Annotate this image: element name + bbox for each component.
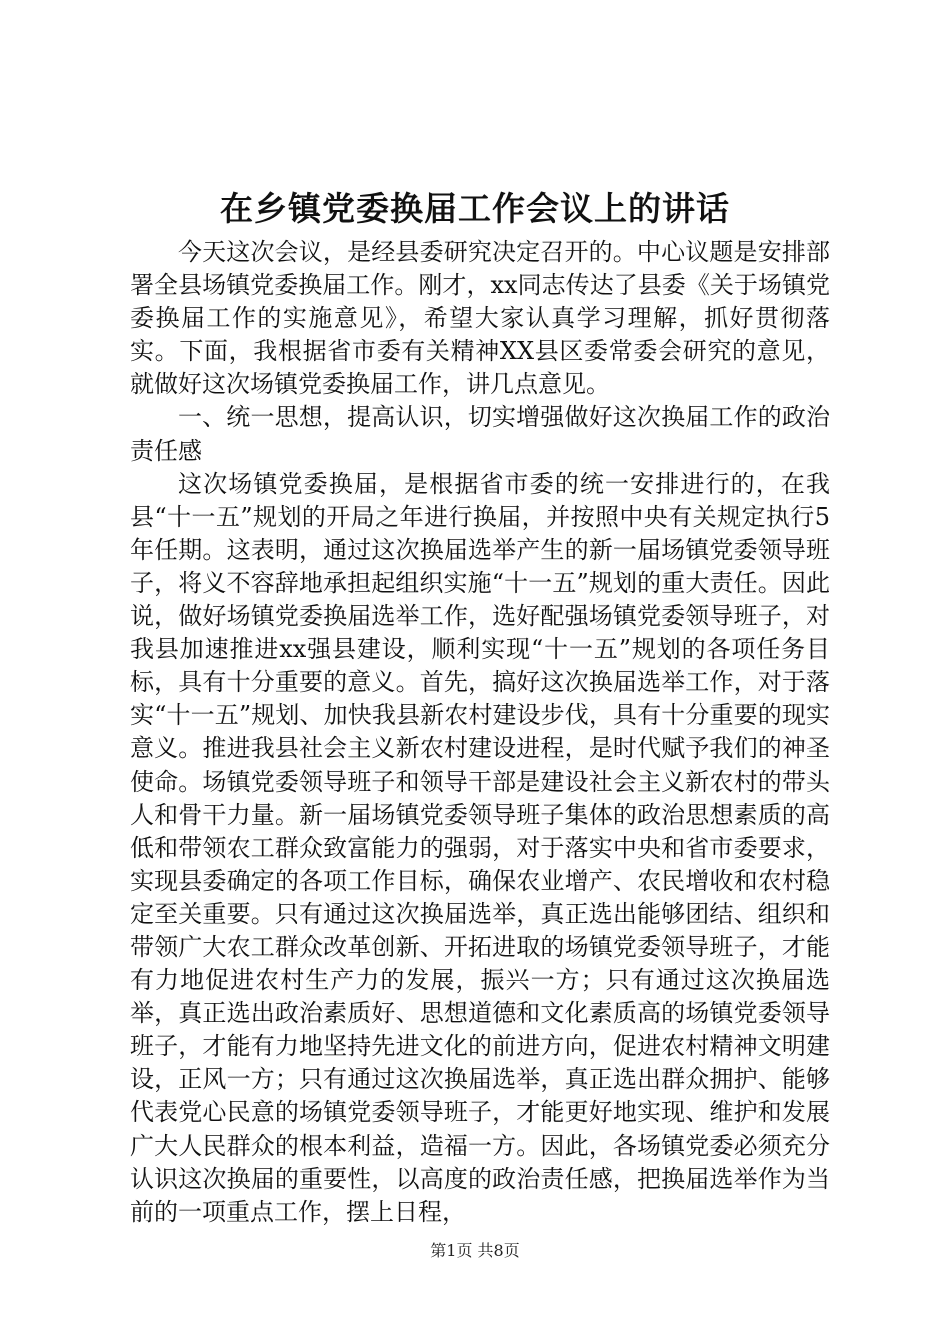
page-footer: 第1页 共8页 — [430, 1241, 520, 1260]
paragraph-section-1: 这次场镇党委换届，是根据省市委的统一安排进行的，在我县“十一五”规划的开局之年进行换届，并按照中央有关规定执行5年任期。这表明，通过这次换届选举产生的新一届场镇党委领导班子，将义不容辞地承担起组织实施“十一五”规划的重大责任。因此说，做好场镇党委换届选举工作，选好配强场镇党委领导班子，对我县加速推进xx强县建设，顺利实现“十一五”规划的各项任务目标，具有十分重要的意义。首先，搞好这次换届选举工作，对于落实“十一五”规划、加快我县新农村建设步伐，具有十分重要的现实意义。推进我县社会主义新农村建设进程，是时代赋予我们的神圣使命。场镇党委领导班子和领导干部是建设社会主义新农村的带头人和骨干力量。新一届场镇党委领导班子集体的政治思想素质的高低和带领农工群众致富能力的强弱，对于落实中央和省市委要求，实现县委确定的各项工作目标，确保农业增产、农民增收和农村稳定至关重要。只有通过这次换届选举，真正选出能够团结、组织和带领广大农工群众改革创新、开拓进取的场镇党委领导班子，才能有力地促进农村生产力的发展，振兴一方；只有通过这次换届选举，真正选出政治素质好、思想道德和文化素质高的场镇党委领导班子，才能有力地坚持先进文化的前进方向，促进农村精神文明建设，正风一方；只有通过这次换届选举，真正选出群众拥护、能够代表党心民意的场镇党委领导班子，才能更好地实现、维护和发展广大人民群众的根本利益，造福一方。因此，各场镇党委必须充分认识这次换届的重要性，以高度的政治责任感，把换届选举作为当前的一项重点工作，摆上日程， — [130, 469, 830, 1226]
document-title: 在乡镇党委换届工作会议上的讲话 — [220, 189, 730, 228]
document-body — [130, 236, 830, 1229]
paragraph-intro: 今天这次会议，是经县委研究决定召开的。中心议题是安排部署全县场镇党委换届工作。刚才，xx同志传达了县委《关于场镇党委换届工作的实施意见》，希望大家认真学习理解，抓好贯彻落实。下面，我根据省市委有关精神XX县区委常委会研究的意见，就做好这次场镇党委换届工作，讲几点意见。 — [130, 238, 830, 399]
section-heading-1: 一、统一思想，提高认识，切实增强做好这次换届工作的政治责任感 — [130, 403, 830, 465]
